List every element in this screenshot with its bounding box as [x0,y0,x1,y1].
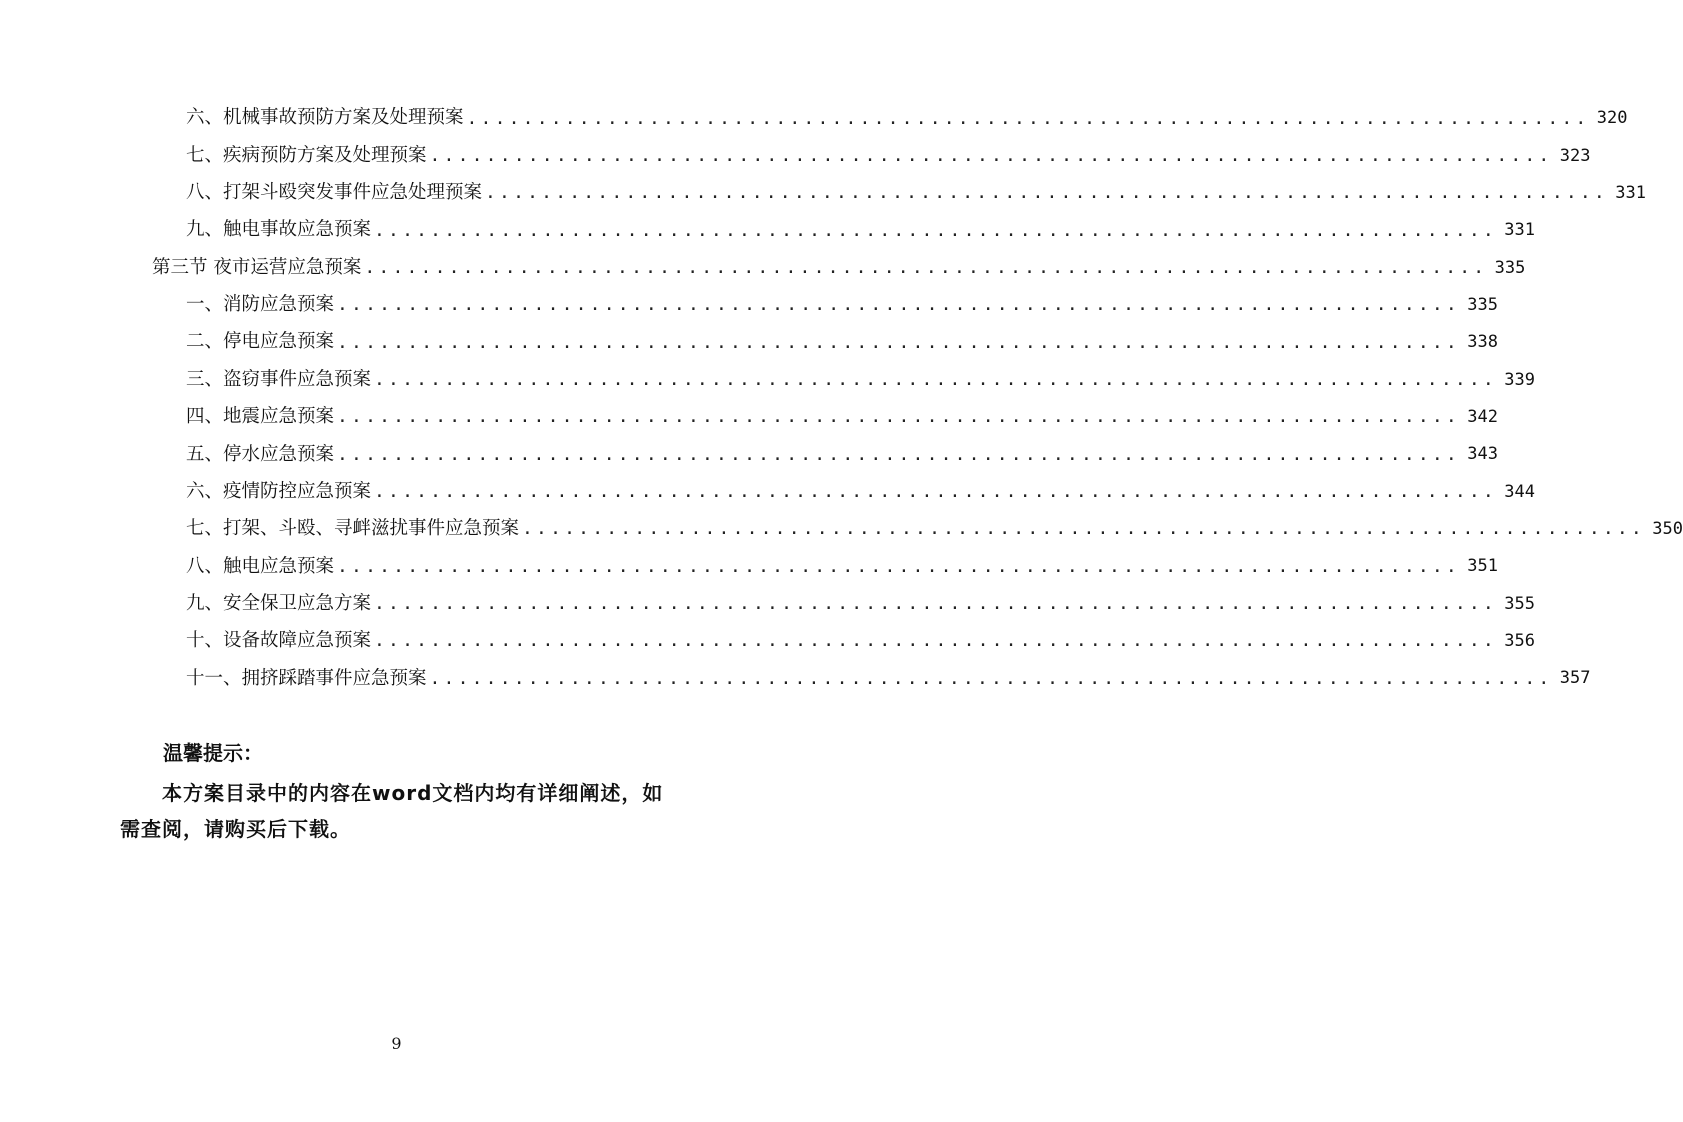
toc-dot-leader: ................................................................................ [337,443,1460,465]
toc-entry-label: 三、盗窃事件应急预案 [186,368,372,390]
toc-entry-page-number: 356 [1504,630,1535,651]
toc-dot-leader: ................................................................................ [374,593,1497,615]
toc-dot-leader: ................................................................................ [374,481,1497,503]
table-of-contents [0,100,1683,698]
toc-dot-leader: ................................................................................ [466,107,1590,129]
toc-entry-page-number: 320 [1596,108,1628,129]
toc-entry-label: 七、打架、斗殴、寻衅滋扰事件应急预案 [186,518,520,540]
toc-entry-page-number: 335 [1467,294,1498,315]
toc-entry-label: 十、设备故障应急预案 [186,630,372,652]
page-number: 9 [391,1034,402,1053]
toc-entry-page-number: 335 [1494,257,1526,278]
toc-entry[interactable] [0,660,1591,697]
toc-entry[interactable] [0,585,1535,622]
toc-entry[interactable] [0,100,1628,137]
toc-entry-label: 一、消防应急预案 [186,294,335,316]
toc-entry-page-number: 344 [1504,481,1535,502]
toc-entry-label: 四、地震应急预案 [186,406,335,428]
toc-entry-label: 七、疾病预防方案及处理预案 [186,144,427,166]
toc-entry-page-number: 357 [1559,668,1591,689]
toc-dot-leader: ................................................................................ [522,518,1645,540]
toc-entry[interactable] [0,548,1498,585]
toc-dot-leader: ................................................................................ [337,555,1460,577]
toc-dot-leader: ................................................................................ [429,667,1553,689]
toc-entry-label: 八、打架斗殴突发事件应急处理预案 [186,182,483,204]
toc-entry[interactable] [0,399,1498,436]
toc-entry[interactable] [0,511,1683,548]
tip-title: 温馨提示： [163,741,263,765]
toc-dot-leader: ................................................................................ [337,331,1460,353]
toc-entry[interactable] [0,623,1535,660]
toc-entry[interactable] [0,249,1526,286]
toc-dot-leader: ................................................................................ [337,294,1460,316]
toc-entry[interactable] [0,324,1498,361]
toc-entry-page-number: 339 [1504,369,1535,390]
toc-entry-label: 九、触电事故应急预案 [186,219,372,241]
toc-dot-leader: ................................................................................ [429,145,1553,167]
toc-entry-page-number: 338 [1467,332,1498,353]
toc-entry[interactable] [0,175,1646,212]
toc-entry-label: 六、疫情防控应急预案 [186,480,372,502]
toc-entry[interactable] [0,436,1498,473]
toc-entry-page-number: 355 [1504,593,1535,614]
toc-dot-leader: ................................................................................ [374,630,1497,652]
toc-entry-label: 六、机械事故预防方案及处理预案 [186,107,464,129]
toc-entry-page-number: 343 [1467,444,1498,465]
toc-entry[interactable] [0,137,1591,174]
toc-entry-label: 二、停电应急预案 [186,331,335,353]
toc-entry-page-number: 342 [1467,406,1498,427]
toc-dot-leader: ................................................................................ [374,369,1497,391]
toc-entry-page-number: 351 [1467,556,1498,577]
toc-dot-leader: ................................................................................ [364,257,1488,279]
toc-entry-label: 八、触电应急预案 [186,555,335,577]
tip-body: 本方案目录中的内容在word文档内均有详细阐述，如需查阅，请购买后下载。 [120,781,664,841]
toc-entry-page-number: 350 [1652,518,1683,539]
toc-entry-label: 第三节 夜市运营应急预案 [152,256,362,278]
toc-entry[interactable] [0,287,1498,324]
toc-entry-label: 九、安全保卫应急方案 [186,592,372,614]
toc-entry[interactable] [0,212,1535,249]
toc-dot-leader: ................................................................................ [337,406,1460,428]
toc-entry[interactable] [0,361,1535,398]
toc-dot-leader: ................................................................................ [485,182,1608,204]
toc-entry-label: 十一、拥挤踩踏事件应急预案 [186,667,427,689]
toc-entry-page-number: 331 [1504,220,1535,241]
toc-dot-leader: ................................................................................ [374,219,1497,241]
toc-entry-page-number: 331 [1615,182,1646,203]
toc-entry-label: 五、停水应急预案 [186,443,335,465]
toc-entry[interactable] [0,473,1535,510]
toc-entry-page-number: 323 [1559,145,1591,166]
